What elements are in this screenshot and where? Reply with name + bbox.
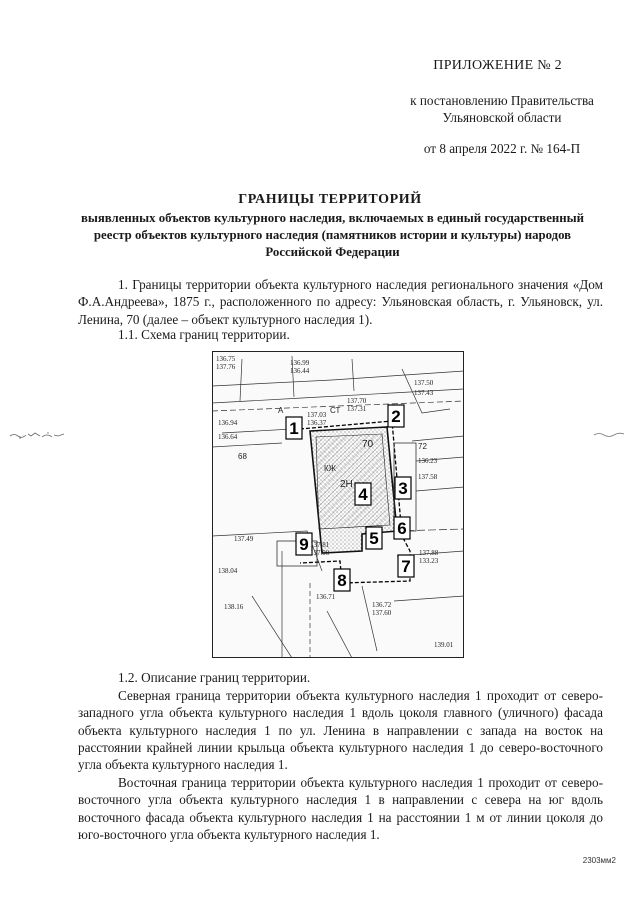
scheme-heading: 1.1. Схема границ территории. xyxy=(118,327,290,342)
elevation-label: 136.75 xyxy=(216,355,236,363)
building-number: 68 xyxy=(238,452,247,461)
elevation-label: 137.88 xyxy=(419,549,439,557)
decree-line: Ульяновской области xyxy=(442,110,562,125)
elevation-label: 133.23 xyxy=(419,557,439,565)
elevation-label: 136.71 xyxy=(316,593,336,601)
elevation-label: 137.50 xyxy=(414,379,434,387)
elevation-label: 136.37 xyxy=(307,419,327,427)
point-label: 4 xyxy=(358,485,368,504)
point-label: 1 xyxy=(289,419,299,438)
map-letter: А xyxy=(278,406,284,415)
decree-reference xyxy=(392,92,612,126)
elevation-label: 136.44 xyxy=(290,367,310,375)
elevation-label: 136.64 xyxy=(218,433,238,441)
building-floors: 2Н xyxy=(340,479,353,490)
elevation-label: 137.31 xyxy=(347,405,367,413)
elevation-label: 137.60 xyxy=(372,609,392,617)
section-1-text: 1. Границы территории объекта культурного наследия регионального значения «Дом Ф.А.Андреева», 1875 г., расположенного по адресу: Ульяновская область, г. Ульяновск, ул. Ленина, 70 (далее – объект культурного наследия 1). xyxy=(78,277,603,327)
elevation-label: 138.16 xyxy=(224,603,244,611)
elevation-label: 137.76 xyxy=(216,363,236,371)
map-letter: СТ xyxy=(330,406,341,415)
elevation-label: 137.58 xyxy=(418,473,438,481)
scan-artifact xyxy=(8,428,68,442)
building-number: 70 xyxy=(362,439,374,450)
elevation-label: 139.01 xyxy=(434,641,454,649)
elevation-label: 137.00 xyxy=(310,549,330,557)
building-material: КЖ xyxy=(324,464,337,473)
point-label: 8 xyxy=(337,571,347,590)
eastern-boundary-text: Восточная граница территории объекта культурного наследия 1 проходит от северо-восточного угла объекта культурного наследия 1 в направлении с севера на юг вдоль восточного фасада объекта культурного наследия 1 на расстоянии 1 м от линии цоколя до юго-восточного угла объекта культурного наследия 1. xyxy=(78,775,603,842)
elevation-label: 136.72 xyxy=(372,601,392,609)
northern-boundary-text: Северная граница территории объекта культурного наследия 1 проходит от северо-западного угла объекта культурного наследия 1 вдоль цоколя главного (уличного) фасада объекта культурного наследия 1 по ул. Ленина в направлении с запада на восток на расстоянии крайней линии крыльца объекта культурного наследия 1 до северо-восточного угла объекта культурного наследия 1. xyxy=(78,688,603,773)
description-heading: 1.2. Описание границ территории. xyxy=(118,670,311,685)
boundary-scheme xyxy=(212,351,464,658)
point-label: 7 xyxy=(401,557,411,576)
elevation-label: 137.43 xyxy=(414,389,434,397)
appendix-number: ПРИЛОЖЕНИЕ № 2 xyxy=(433,58,562,73)
elevation-label: 137.03 xyxy=(307,411,327,419)
elevation-label: 137.49 xyxy=(234,535,254,543)
point-label: 3 xyxy=(398,479,408,498)
point-label: 5 xyxy=(369,529,379,548)
footer-code: 2303мм2 xyxy=(582,856,616,865)
document-subtitle: выявленных объектов культурного наследия, включаемых в единый государственный реестр объектов культурного наследия (памятников истории и культуры) народов Российской Федерации xyxy=(80,211,584,259)
decree-date: от 8 апреля 2022 г. № 164-П xyxy=(423,141,581,156)
elevation-label: 136.23 xyxy=(418,457,438,465)
decree-line: к постановлению Правительства xyxy=(410,93,594,108)
point-label: 6 xyxy=(397,519,407,538)
elevation-label: 136.94 xyxy=(218,419,238,427)
document-title: ГРАНИЦЫ ТЕРРИТОРИЙ xyxy=(238,192,422,207)
point-label: 2 xyxy=(391,407,401,426)
point-label: 9 xyxy=(299,535,309,554)
elevation-label: 137.70 xyxy=(347,397,367,405)
scan-artifact xyxy=(592,428,630,442)
elevation-label: 137.81 xyxy=(310,541,330,549)
building-number: 72 xyxy=(418,442,427,451)
elevation-label: 138.04 xyxy=(218,567,238,575)
elevation-label: 136.99 xyxy=(290,359,310,367)
